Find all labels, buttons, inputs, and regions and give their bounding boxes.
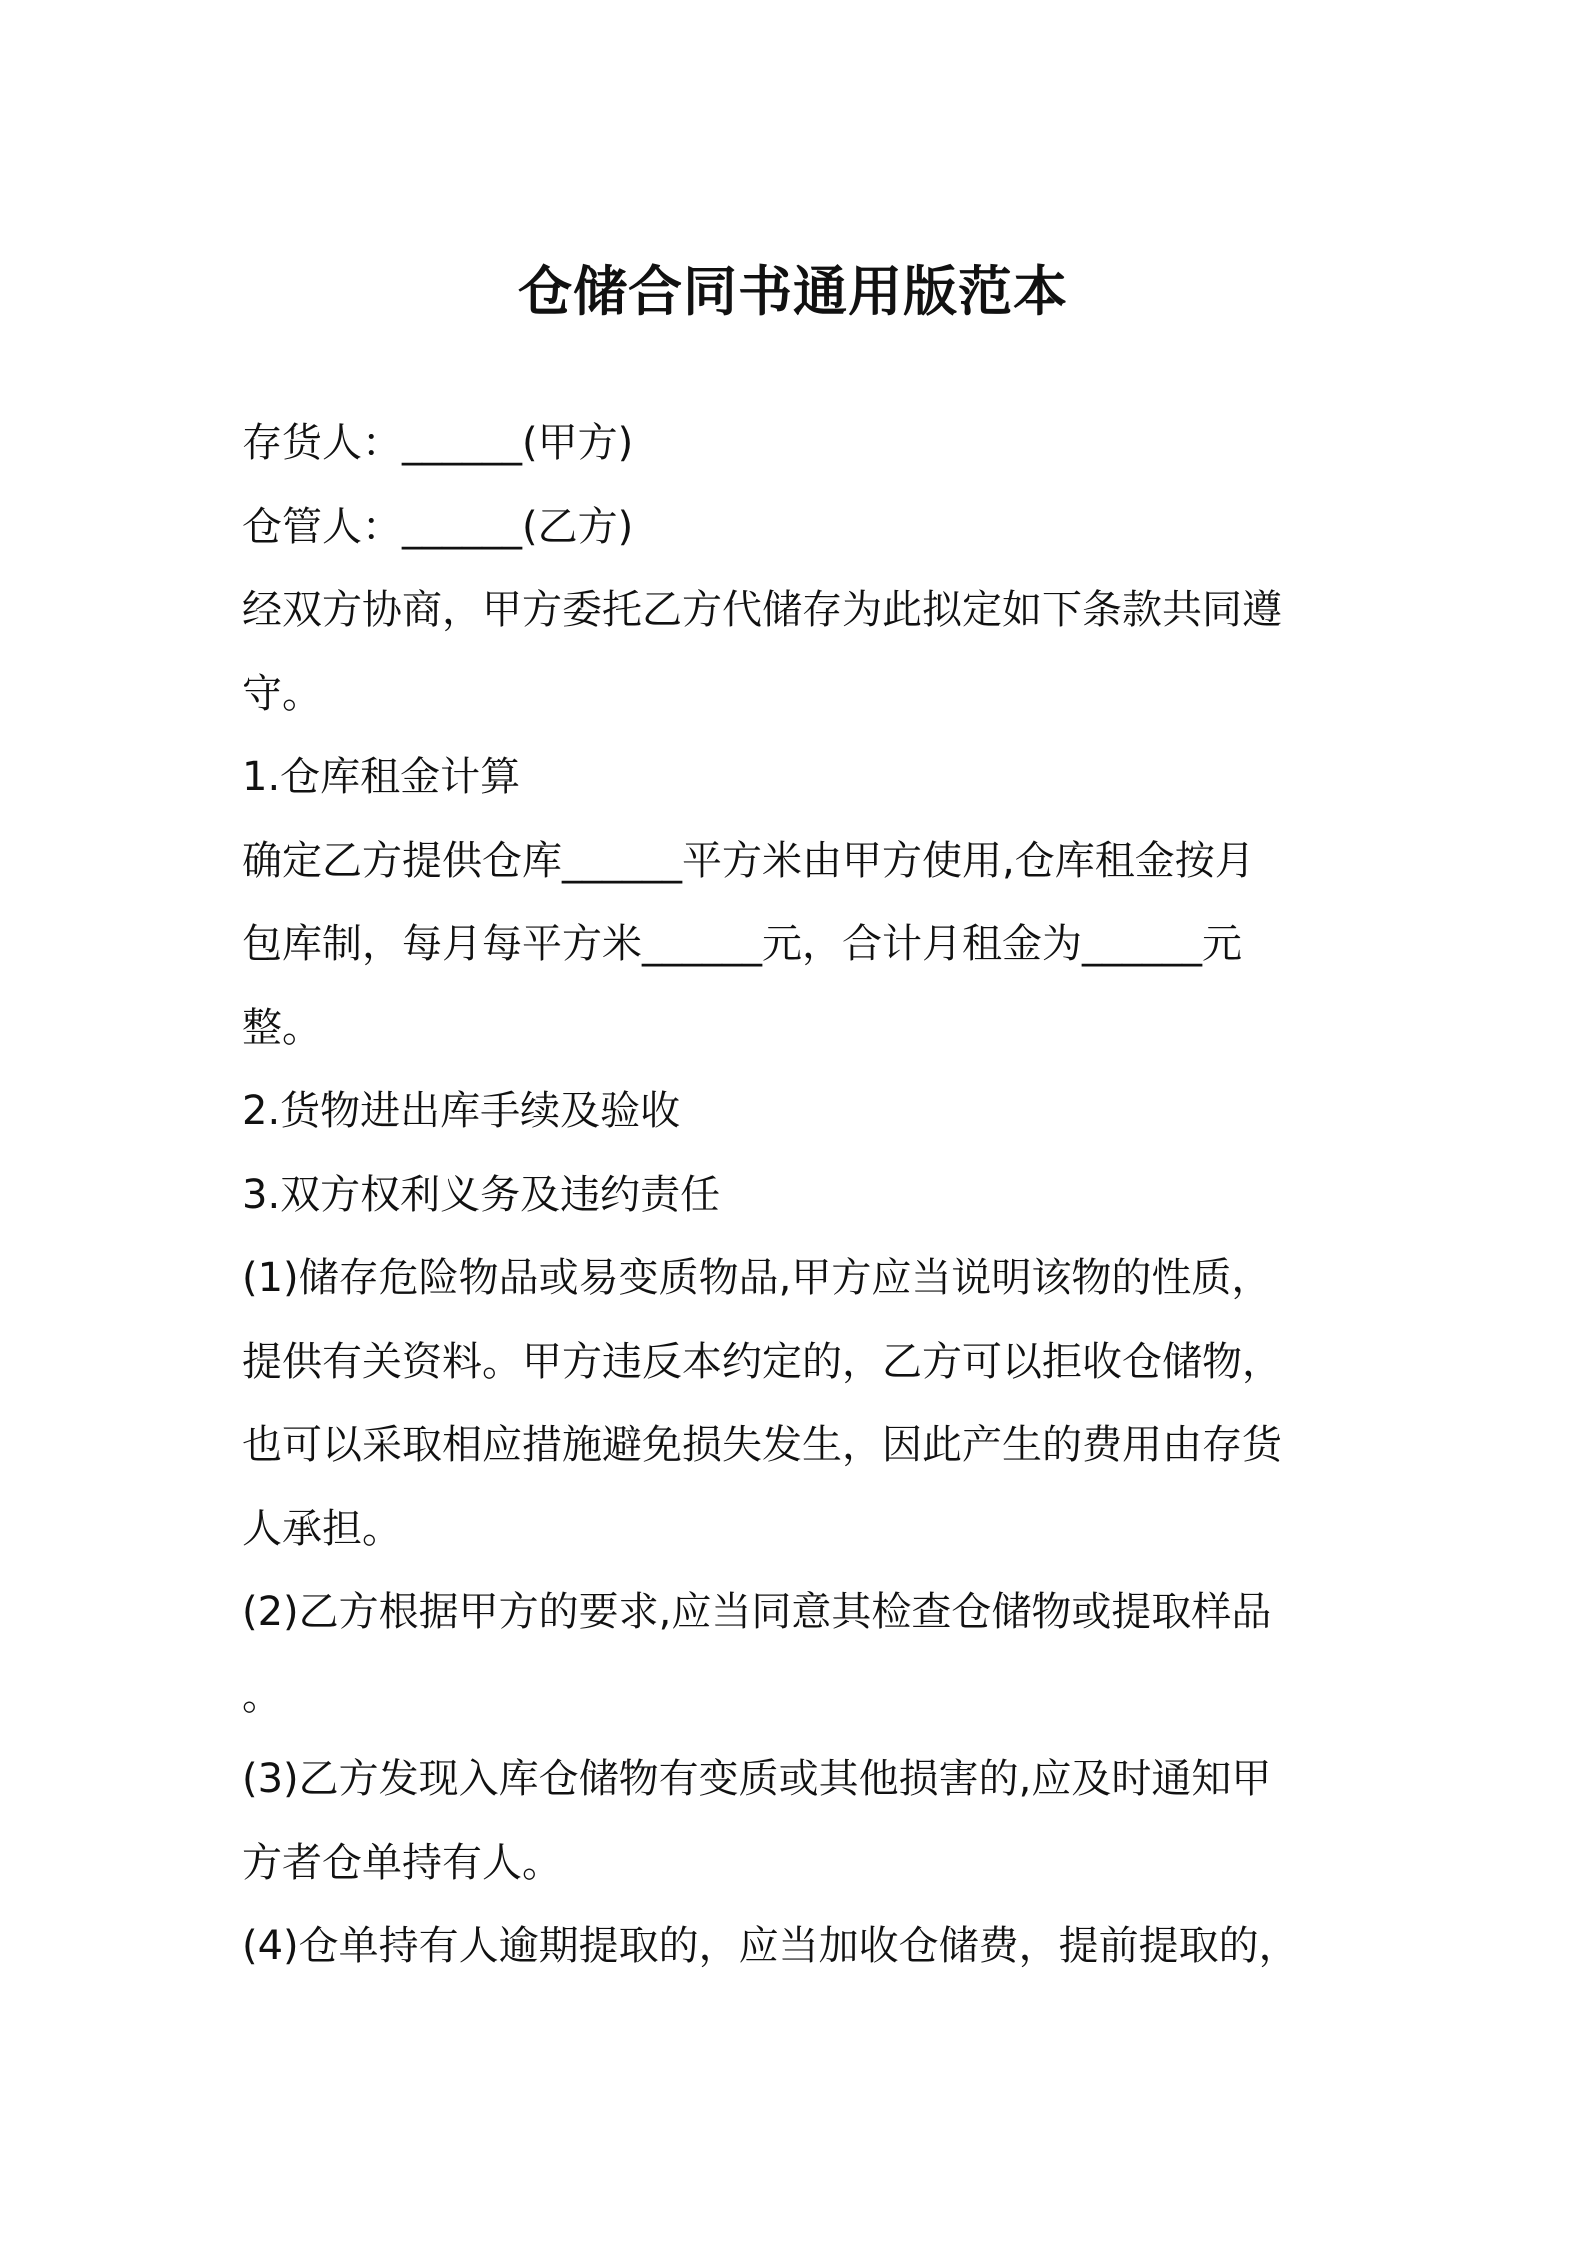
clause-1-line-2: 提供有关资料。甲方违反本约定的，乙方可以拒收仓储物， bbox=[242, 1338, 1282, 1385]
text-line-preamble-cont: 守。 bbox=[242, 670, 322, 717]
text-line-warehouse-keeper: 仓管人：______(乙方) bbox=[242, 503, 634, 550]
text-line-rent-cont: 包库制，每月每平方米______元，合计月租金为______元 bbox=[242, 921, 1242, 967]
document-title: 仓储合同书通用版范本 bbox=[518, 260, 1068, 323]
clause-4-line-1: (4)仓单持有人逾期提取的，应当加收仓储费，提前提取的， bbox=[242, 1923, 1299, 1969]
section-heading-1: 1.仓库租金计算 bbox=[242, 754, 521, 800]
clause-3-line-2: 方者仓单持有人。 bbox=[242, 1839, 562, 1886]
section-heading-3: 3.双方权利义务及违约责任 bbox=[242, 1171, 721, 1218]
text-line-rent: 确定乙方提供仓库______平方米由甲方使用,仓库租金按月 bbox=[242, 837, 1255, 884]
clause-2-line-1: (2)乙方根据甲方的要求,应当同意其检查仓储物或提取样品 bbox=[242, 1589, 1272, 1635]
document-body bbox=[242, 402, 1352, 1989]
clause-1-line-1: (1)储存危险物品或易变质物品,甲方应当说明该物的性质， bbox=[242, 1255, 1272, 1301]
clause-3-line-1: (3)乙方发现入库仓储物有变质或其他损害的,应及时通知甲 bbox=[242, 1756, 1272, 1802]
clause-2-line-2: 。 bbox=[242, 1672, 282, 1719]
clause-1-line-3: 也可以采取相应措施避免损失发生，因此产生的费用由存货 bbox=[242, 1422, 1282, 1468]
clause-1-line-4: 人承担。 bbox=[242, 1505, 402, 1552]
text-line-preamble: 经双方协商，甲方委托乙方代储存为此拟定如下条款共同遵 bbox=[242, 587, 1282, 633]
text-line-depositor: 存货人：______(甲方) bbox=[242, 420, 634, 466]
text-line-rent-end: 整。 bbox=[242, 1004, 322, 1051]
section-heading-2: 2.货物进出库手续及验收 bbox=[242, 1088, 681, 1134]
